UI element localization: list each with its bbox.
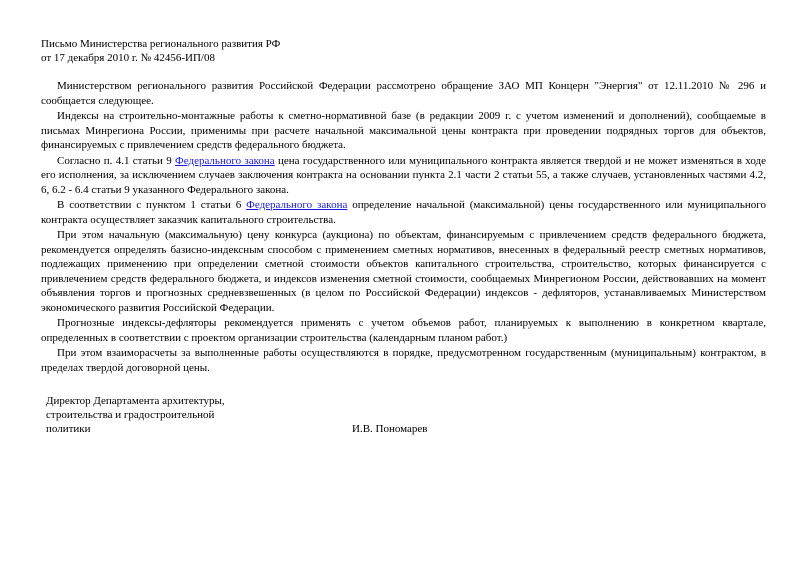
document-title [41,37,766,65]
signatory-position [46,394,266,436]
signatory-position-line2: строительства и градостроительной [46,409,215,421]
paragraph-3-text-after: цена государственного или муниципального контракта является твердой и не может изменяться в ходе его исполнения, за исключением случаев заключения контракта на основании пункта 2.1 части 2 статьи 55, а также случаев, установленных частями 4.2, 6, 6.2 - 6.4 статьи 9 указанного Федерального закона. [41,154,766,196]
paragraph-3-text-before: Согласно п. 4.1 статьи 9 [57,154,176,167]
document-title-line2: от 17 декабря 2010 г. № 42456-ИП/08 [41,52,215,64]
federal-law-link[interactable]: Федерального закона [246,199,348,211]
document-title-line1: Письмо Министерства регионального развития РФ [41,38,281,50]
paragraph-6: Прогнозные индексы-дефляторы рекомендуется применять с учетом объемов работ, планируемых к выполнению в конкретном квартале, определенных в соответствии с проектом организации строительства (календарным планом работ.) [41,317,766,344]
paragraph-4-text-after: определение начальной (максимальной) цены государственного или муниципального контракта осуществляет заказчик капитального строительства. [41,199,766,226]
paragraph-3 [41,154,766,198]
federal-law-link[interactable]: Федерального закона [175,154,275,167]
paragraph-4-text-before: В соответствии с пунктом 1 статьи 6 [57,199,247,211]
document-page [41,37,766,436]
signatory-position-line3: политики [46,423,91,435]
paragraph-7: При этом взаиморасчеты за выполненные работы осуществляются в порядке, предусмотренном государственным (муниципальным) контрактом, в пределах твердой договорной цены. [41,347,766,374]
paragraph-4 [41,198,766,227]
signatory-position-line1: Директор Департамента архитектуры, [46,395,225,407]
paragraph-2: Индексы на строительно-монтажные работы к сметно-нормативной базе (в редакции 2009 г. с учетом изменений и дополнений), сообщаемые в письмах Минрегиона России, применимы при расчете начальной максимальной цены контракта при проведении подрядных торгов для объектов, финансируемых с привлечением средств федерального бюджета. [41,110,766,151]
paragraph-1: Министерством регионального развития Российской Федерации рассмотрено обращение ЗАО МП Концерн "Энергия" от 12.11.2010 № 296 и сообщается следующее. [41,80,766,107]
signature-block [41,394,766,436]
paragraph-5: При этом начальную (максимальную) цену конкурса (аукциона) по объектам, финансируемым с привлечением средств федерального бюджета, рекомендуется определять базисно-индексным способом с применением сметных нормативов, внесенных в федеральный реестр сметных нормативов, подлежащих применению при определении сметной стоимости объектов капитального строительства, строительство, которых финансируется с привлечением средств федерального бюджета, и индексов изменения сметной стоимости, сообщаемых Минрегионом России, действовавших на момент объявления торгов и прогнозных средневзвешенных (в целом по Российской Федерации) индексов - дефляторов, устанавливаемых Министерством экономического развития Российской Федерации. [41,229,766,314]
signatory-name: И.В. Пономарев [352,423,428,435]
document-body [41,79,766,375]
